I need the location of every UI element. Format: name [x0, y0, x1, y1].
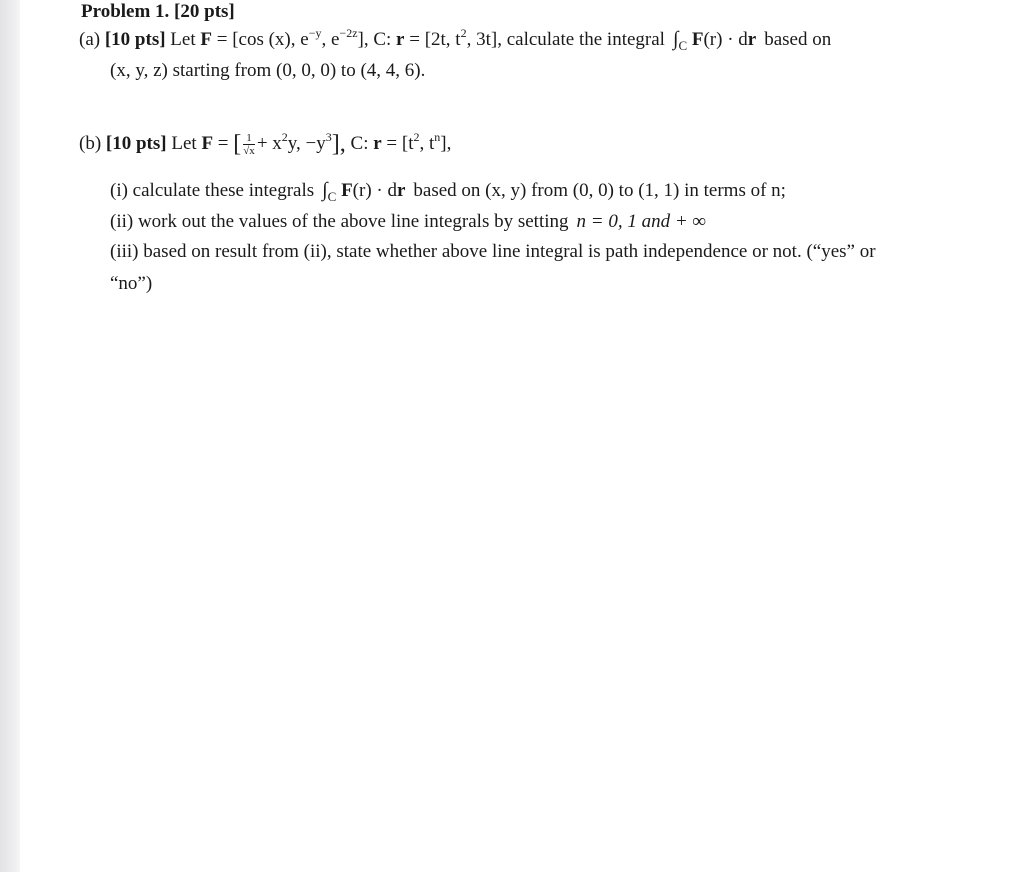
- part-b-eq: =: [217, 133, 229, 154]
- part-b-left-bracket: [: [233, 131, 242, 157]
- part-b-ii-start: (ii) work out the values of the above line integrals by setting: [110, 211, 569, 232]
- part-b-ii-math: n = 0, 1 and + ∞: [576, 211, 706, 232]
- part-a-r-exp: 2: [460, 26, 467, 40]
- page-edge-shadow: [0, 0, 20, 872]
- part-b-curve-label: C:: [350, 133, 369, 154]
- part-b-term2-exp: 2: [281, 130, 288, 144]
- part-a-line-2: (x, y, z) starting from (0, 0, 0) to (4, 4, 6).: [110, 60, 426, 81]
- part-a-comma-1: , e: [321, 29, 340, 50]
- part-b-line-1: [79, 132, 451, 157]
- part-b-fraction: [243, 133, 255, 157]
- part-a-points: [10 pts]: [104, 29, 166, 50]
- part-b-r-exp-1: 2: [413, 130, 420, 144]
- part-b-right-bracket: ],: [331, 131, 346, 157]
- part-a-exp-2: −2z: [339, 26, 358, 40]
- part-b-i-r: r: [396, 180, 406, 201]
- part-a-F-symbol: F: [200, 29, 212, 50]
- part-a-F-def: = [cos (x), e: [216, 29, 309, 50]
- part-b-i-start: (i) calculate these integrals: [110, 180, 315, 201]
- part-a-r-def-start: = [2t, t: [409, 29, 461, 50]
- part-b-i-rest: (r) · d: [352, 180, 397, 201]
- part-a-based-on: based on: [764, 29, 832, 50]
- part-b-F-symbol: F: [201, 133, 214, 154]
- part-b-term2-end: y, −y: [287, 133, 326, 154]
- part-b-r-mid: , t: [419, 133, 435, 154]
- part-a-label: (a): [79, 29, 101, 50]
- part-b-item-iii-line-1: (iii) based on result from (ii), state whether above line integral is path independence or not. (“yes” or: [110, 241, 876, 262]
- part-b-frac-den: √x: [243, 144, 255, 157]
- part-b-i-integral-sub: C: [327, 189, 337, 204]
- part-a-exp-1: −y: [308, 26, 322, 40]
- part-a-line-1: [79, 27, 831, 52]
- part-b-r-symbol: r: [373, 133, 382, 154]
- document-page: [20, 0, 1024, 872]
- part-a-r-symbol: r: [396, 29, 405, 50]
- part-a-F-close: ],: [357, 29, 369, 50]
- problem-title: Problem 1. [20 pts]: [81, 1, 235, 22]
- part-a-integral-sub: C: [678, 38, 688, 53]
- part-b-r-exp-2: n: [434, 130, 441, 144]
- part-a-integrand-rest: (r) · d: [703, 29, 748, 50]
- part-a-integral-sign: ∫: [672, 28, 679, 50]
- part-a-integrand-r: r: [747, 29, 757, 50]
- part-b-let: Let: [171, 133, 197, 154]
- part-b-label: (b): [79, 133, 102, 154]
- part-b-item-ii: [110, 210, 706, 234]
- part-b-term2-start: + x: [256, 133, 282, 154]
- part-b-points: [10 pts]: [105, 133, 167, 154]
- part-b-i-F: F: [341, 180, 353, 201]
- part-a-r-def-end: , 3t], calculate the integral: [466, 29, 665, 50]
- part-b-term3-exp: 3: [325, 130, 332, 144]
- part-b-r-end: ],: [440, 133, 452, 154]
- part-b-i-integral-sign: ∫: [322, 179, 328, 201]
- part-b-item-iii-line-2: “no”): [110, 273, 153, 294]
- part-b-r-def-start: = [t: [386, 133, 414, 154]
- part-b-frac-num: 1: [243, 133, 255, 145]
- part-b-item-i: [110, 178, 786, 203]
- part-a-curve-label: C:: [373, 29, 392, 50]
- part-a-let: Let: [170, 29, 196, 50]
- part-a-integrand-F: F: [691, 29, 704, 50]
- part-b-i-end: based on (x, y) from (0, 0) to (1, 1) in terms of n;: [413, 180, 786, 201]
